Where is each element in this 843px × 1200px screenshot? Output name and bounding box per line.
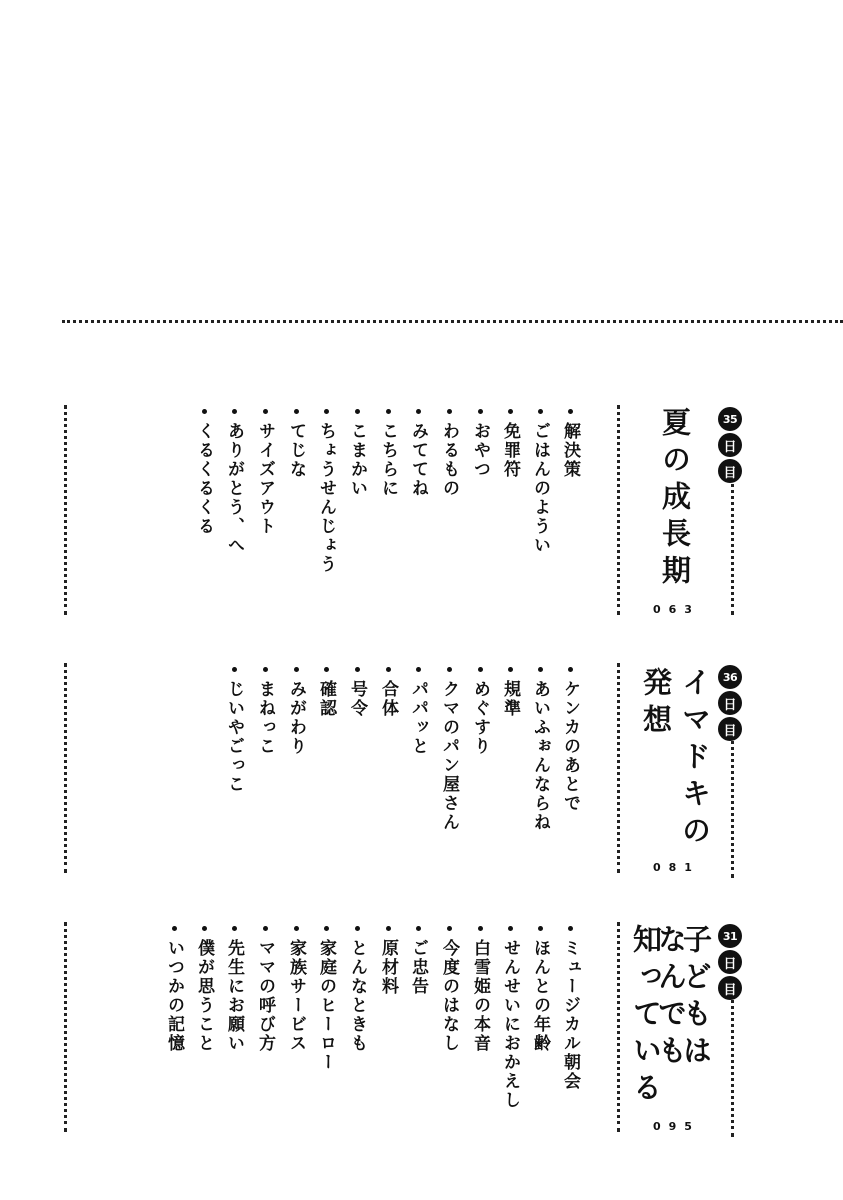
chapter-title-line: 夏の成長期 [658, 407, 692, 592]
bullet-dot-icon [538, 667, 543, 672]
bullet-dot-icon [416, 409, 421, 414]
bullet-dot-icon [538, 409, 543, 414]
bullet-dot-icon [232, 409, 237, 414]
list-item: 合体 [379, 667, 396, 718]
toc-section-36 [0, 663, 843, 878]
day-number: 31 [718, 924, 742, 948]
bullet-dot-icon [294, 409, 299, 414]
chapter-page-number: 063 [653, 603, 700, 616]
bullet-dot-icon [508, 926, 513, 931]
bullet-dot-icon [447, 926, 452, 931]
list-item: ありがとう、へ [225, 409, 242, 555]
day-badge [717, 407, 743, 485]
list-item: ほんとの年齢 [531, 926, 548, 1053]
day-char: 日 [718, 950, 742, 974]
list-item: ケンカのあとで [561, 667, 578, 813]
list-item: クマのパン屋さん [440, 667, 457, 832]
bullet-dot-icon [202, 926, 207, 931]
list-item: ミュージカル朝会 [561, 926, 578, 1091]
list-item: あいふぉんならね [531, 667, 548, 832]
chapter-title-line: 子どもは [679, 924, 713, 1072]
chapter-title-line: 発想 [639, 667, 673, 741]
list-item: てじな [287, 409, 304, 479]
bullet-dot-icon [478, 409, 483, 414]
bullet-dot-icon [263, 926, 268, 931]
list-item: めぐすり [471, 667, 488, 756]
bullet-dot-icon [386, 926, 391, 931]
bullet-dot-icon [416, 667, 421, 672]
bullet-dot-icon [538, 926, 543, 931]
bullet-dot-icon [324, 667, 329, 672]
bullet-dot-icon [568, 667, 573, 672]
list-item: 規準 [501, 667, 518, 718]
toc-section-31 [0, 922, 843, 1137]
bullet-dot-icon [386, 409, 391, 414]
list-item: 号令 [348, 667, 365, 718]
bullet-dot-icon [568, 409, 573, 414]
top-dotted-divider [62, 320, 843, 323]
list-item: とんなときも [348, 926, 365, 1053]
bullet-dot-icon [294, 667, 299, 672]
bullet-dot-icon [386, 667, 391, 672]
list-item: 白雪姫の本音 [471, 926, 488, 1053]
bullet-dot-icon [324, 409, 329, 414]
list-item: くるくるくる [195, 409, 212, 536]
bullet-dot-icon [263, 667, 268, 672]
bullet-dot-icon [324, 926, 329, 931]
list-item: おやつ [471, 409, 488, 479]
list-item: サイズアウト [256, 409, 273, 536]
section-mid-divider [617, 663, 620, 873]
day-number: 36 [718, 665, 742, 689]
list-item: 原材料 [379, 926, 396, 996]
list-item: こちらに [379, 409, 396, 498]
bullet-dot-icon [263, 409, 268, 414]
list-item: いつかの記憶 [165, 926, 182, 1053]
list-item: ママの呼び方 [256, 926, 273, 1053]
section-left-divider [64, 663, 67, 873]
day-number: 35 [718, 407, 742, 431]
bullet-dot-icon [202, 409, 207, 414]
section-left-divider [64, 922, 67, 1132]
section-right-divider [731, 465, 734, 615]
bullet-dot-icon [478, 667, 483, 672]
day-char: 日 [718, 433, 742, 457]
section-mid-divider [617, 922, 620, 1132]
day-char: 日 [718, 691, 742, 715]
list-item: 家庭のヒーロー [317, 926, 334, 1072]
list-item: みててね [409, 409, 426, 498]
bullet-dot-icon [172, 926, 177, 931]
day-badge [717, 665, 743, 743]
day-char: 目 [718, 459, 742, 483]
bullet-dot-icon [355, 409, 360, 414]
chapter-title-line: なんでも [654, 924, 688, 1072]
bullet-dot-icon [447, 667, 452, 672]
list-item: こまかい [348, 409, 365, 498]
list-item: 先生にお願い [225, 926, 242, 1053]
bullet-dot-icon [355, 667, 360, 672]
chapter-page-number: 081 [653, 861, 700, 874]
section-left-divider [64, 405, 67, 615]
list-item: パパッと [409, 667, 426, 756]
list-item: 今度のはなし [440, 926, 457, 1053]
bullet-dot-icon [508, 409, 513, 414]
list-item: ごはんのようい [531, 409, 548, 555]
list-item: 家族サービス [287, 926, 304, 1053]
day-char: 目 [718, 717, 742, 741]
bullet-dot-icon [416, 926, 421, 931]
list-item: 確認 [317, 667, 334, 718]
list-item: ちょうせんじょう [317, 409, 334, 574]
chapter-title-line: 知っている [629, 924, 663, 1109]
day-badge [717, 924, 743, 1002]
list-item: まねっこ [256, 667, 273, 756]
bullet-dot-icon [568, 926, 573, 931]
list-item: 僕が思うこと [195, 926, 212, 1053]
list-item: わるもの [440, 409, 457, 498]
chapter-page-number: 095 [653, 1120, 700, 1133]
chapter-title-line: イマドキの [678, 667, 712, 852]
bullet-dot-icon [232, 926, 237, 931]
bullet-dot-icon [294, 926, 299, 931]
section-right-divider [731, 987, 734, 1137]
bullet-dot-icon [508, 667, 513, 672]
list-item: みがわり [287, 667, 304, 756]
bullet-dot-icon [447, 409, 452, 414]
list-item: せんせいにおかえし [501, 926, 518, 1110]
bullet-dot-icon [232, 667, 237, 672]
list-item: 免罪符 [501, 409, 518, 479]
section-mid-divider [617, 405, 620, 615]
list-item: じいやごっこ [225, 667, 242, 794]
bullet-dot-icon [355, 926, 360, 931]
day-char: 目 [718, 976, 742, 1000]
list-item: 解決策 [561, 409, 578, 479]
section-right-divider [731, 728, 734, 878]
toc-section-35 [0, 405, 843, 620]
list-item: ご忠告 [409, 926, 426, 996]
bullet-dot-icon [478, 926, 483, 931]
